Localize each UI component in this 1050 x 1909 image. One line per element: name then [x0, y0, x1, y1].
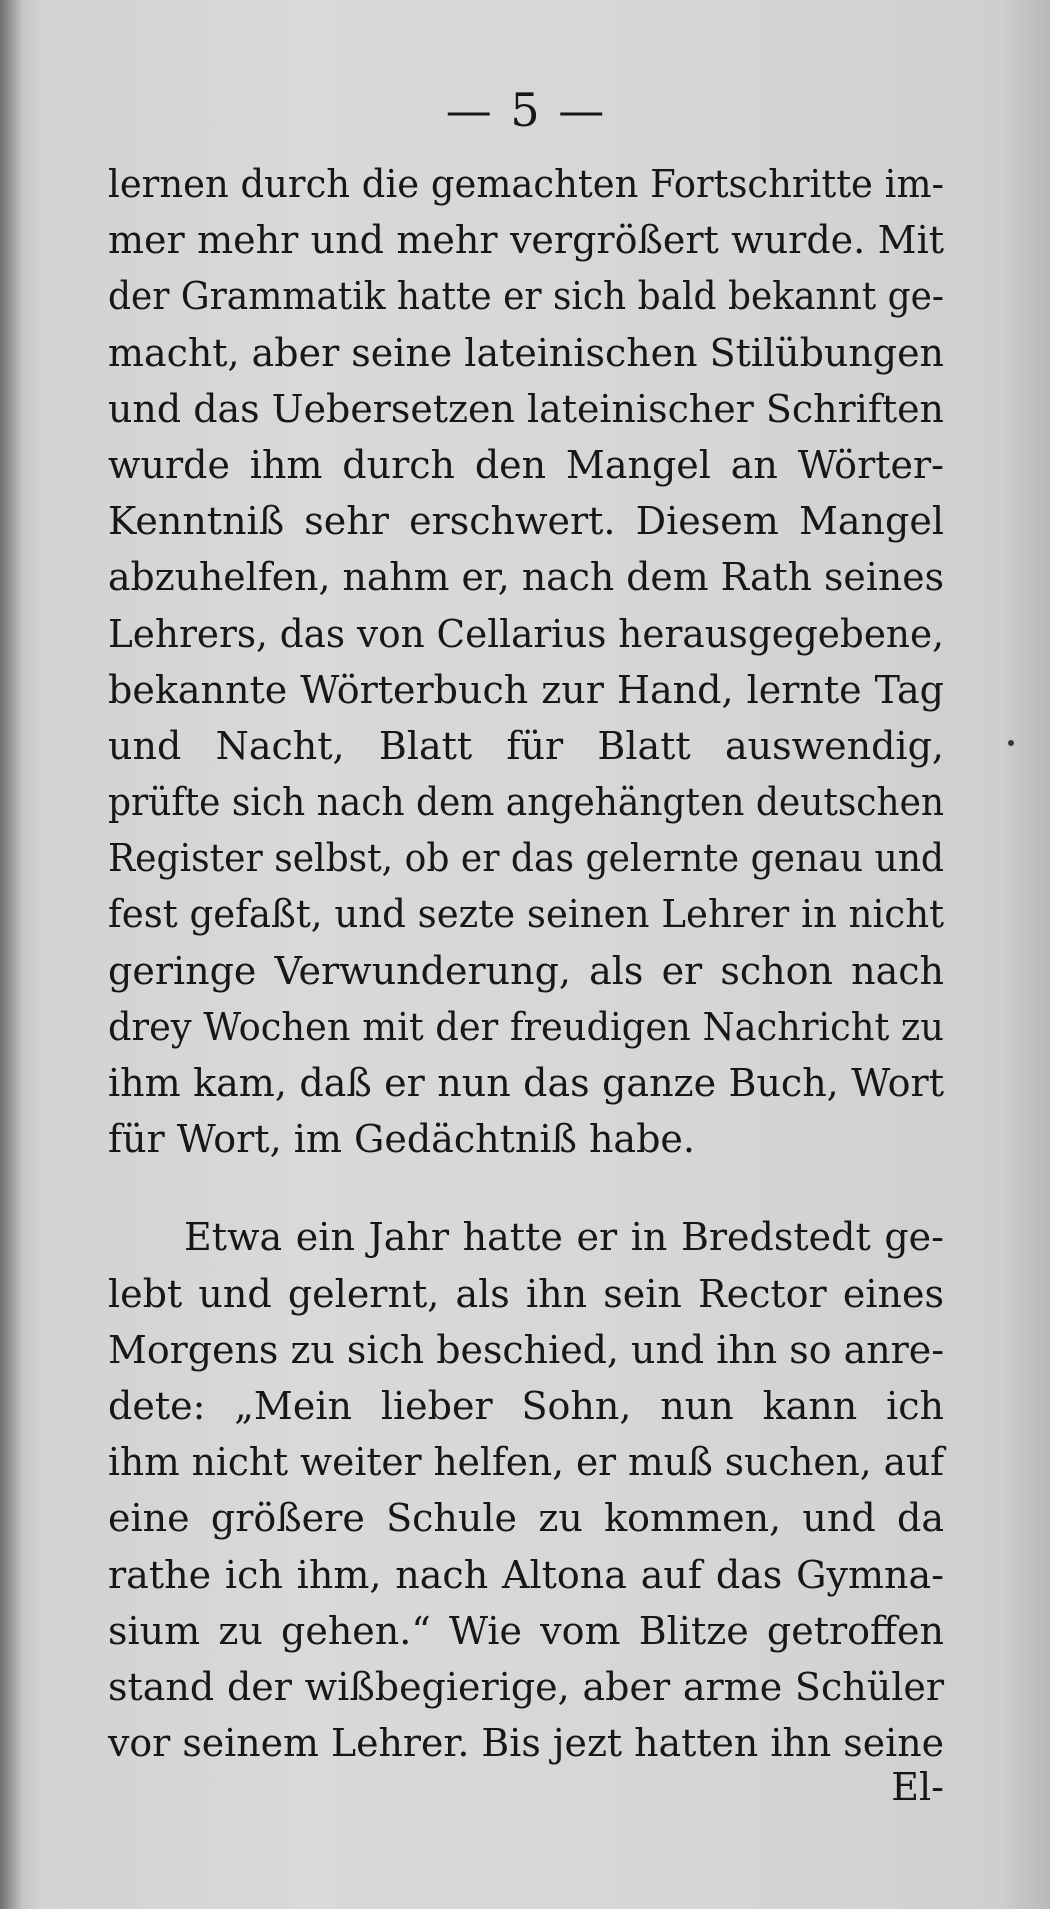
text-line: der Grammatik hatte er sich bald bekannt ge-: [108, 274, 945, 319]
catchword: El-: [891, 1765, 944, 1809]
text-line: für Wort, im Gedächtniß habe.: [108, 1117, 695, 1162]
text-line: dete: „Mein lieber Sohn, nun kann ich: [108, 1383, 944, 1428]
text-line: und das Uebersetzen lateinischer Schriften: [108, 386, 944, 431]
text-line: abzuhelfen, nahm er, nach dem Rath seines: [108, 555, 944, 600]
text-line: und Nacht, Blatt für Blatt auswendig,: [108, 723, 944, 768]
text-line: lernen durch die gemachten Fortschritte im-: [108, 162, 944, 206]
text-line: Morgens zu sich beschied, und ihn so anre-: [108, 1327, 945, 1372]
text-line: rathe ich ihm, nach Altona auf das Gymna-: [108, 1552, 944, 1597]
page-number: — 5 —: [445, 83, 607, 137]
text-line: bekannte Wörterbuch zur Hand, lernte Tag: [108, 667, 944, 712]
text-line: geringe Verwunderung, als er schon nach: [108, 948, 944, 993]
text-line: lebt und gelernt, als ihn sein Rector eines: [108, 1271, 944, 1316]
text-line: eine größere Schule zu kommen, und da: [108, 1496, 944, 1541]
text-line: wurde ihm durch den Mangel an Wörter-: [108, 442, 944, 487]
text-line: Kenntniß sehr erschwert. Diesem Mangel: [108, 499, 944, 544]
text-line: prüfte sich nach dem angehängten deutschen: [108, 780, 945, 825]
text-line: Lehrers, das von Cellarius herausgegebene,: [108, 611, 944, 656]
text-line: fest gefaßt, und sezte seinen Lehrer in nicht: [108, 892, 945, 937]
text-line: macht, aber seine lateinischen Stilübungen: [108, 330, 944, 375]
text-line: sium zu gehen.“ Wie vom Blitze getroffen: [108, 1608, 944, 1653]
text-line: mer mehr und mehr vergrößert wurde. Mit: [108, 218, 944, 263]
paper-speck: [1008, 740, 1014, 746]
page-binding-shadow: [0, 0, 22, 1909]
text-line: ihm kam, daß er nun das ganze Buch, Wort: [108, 1061, 944, 1105]
page-text-block: [108, 82, 944, 1771]
text-line: vor seinem Lehrer. Bis jezt hatten ihn seine: [108, 1721, 945, 1766]
text-line: drey Wochen mit der freudigen Nachricht zu: [108, 1004, 944, 1049]
paragraph-spacing: [108, 1167, 944, 1209]
text-line: stand der wißbegierige, aber arme Schüler: [108, 1664, 944, 1709]
text-line: ihm nicht weiter helfen, er muß suchen, auf: [108, 1440, 945, 1485]
paragraph-1: [108, 156, 944, 1167]
text-line: Etwa ein Jahr hatte er in Bredstedt ge-: [184, 1215, 944, 1260]
paragraph-2: [108, 1209, 944, 1771]
text-line: Register selbst, ob er das gelernte genau und: [108, 836, 945, 881]
